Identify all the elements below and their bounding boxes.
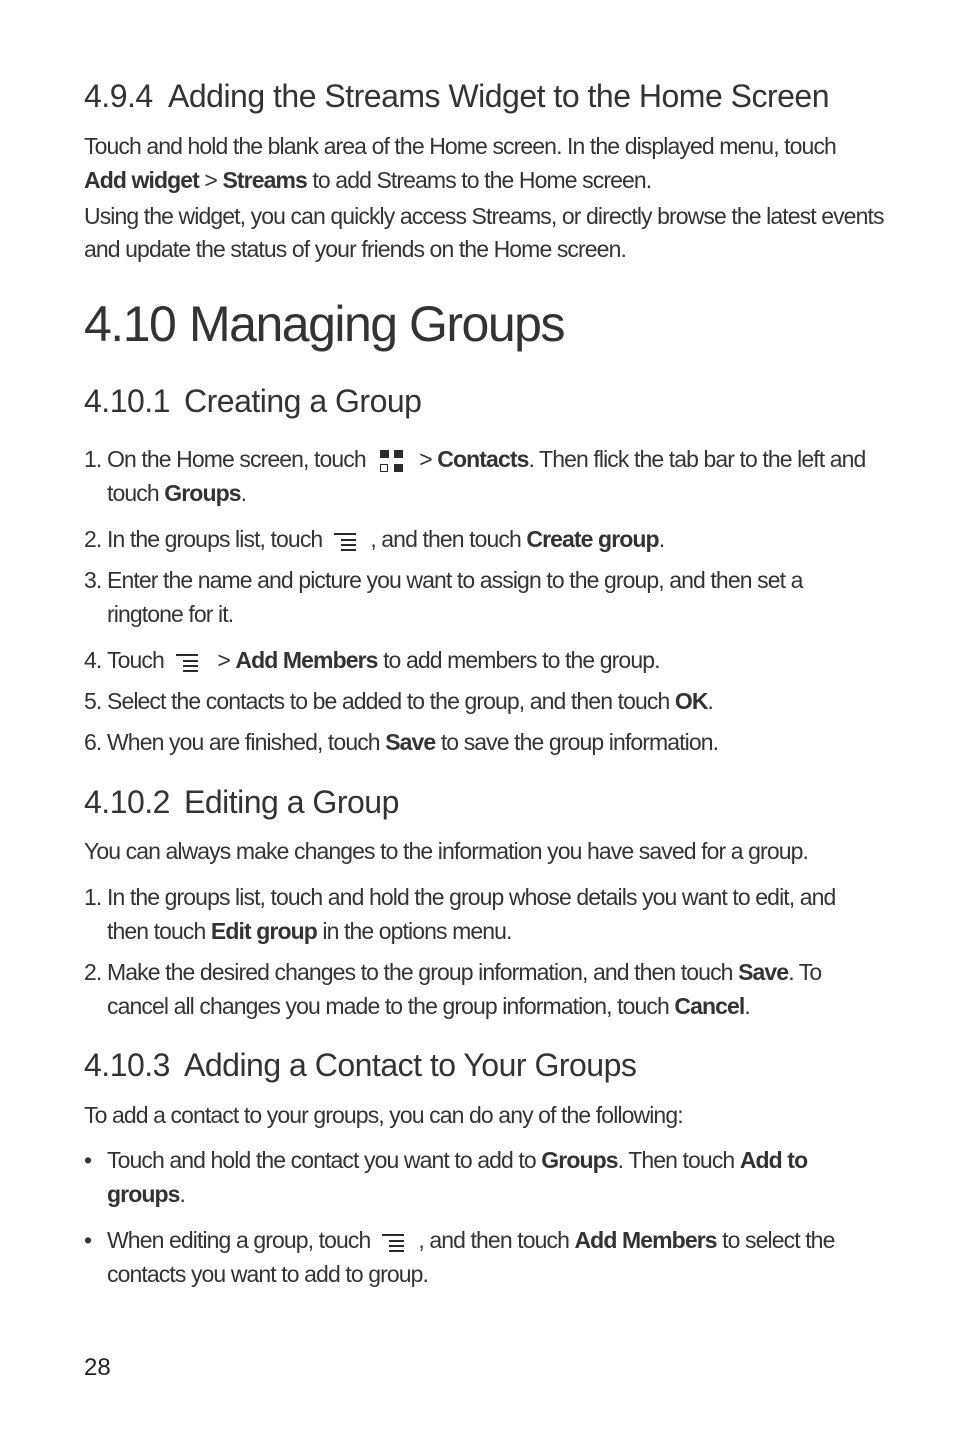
ui-term-ok: OK [674, 688, 708, 714]
text: In the groups list, touch [107, 526, 323, 552]
ui-term-add-members: Add Members [574, 1227, 717, 1253]
text: > [198, 167, 223, 193]
text: . Then touch [617, 1147, 740, 1173]
section-heading-4-10-2 [84, 784, 399, 821]
bullet-marker: • [84, 1147, 92, 1173]
text: . Then flick the tab bar to the left and touch [107, 446, 866, 506]
list-item [84, 522, 874, 556]
menu-icon [334, 531, 356, 551]
paragraph-add-contact-intro: To add a contact to your groups, you can do any of the following: [84, 1102, 683, 1128]
section-title: Adding a Contact to Your Groups [184, 1047, 637, 1083]
list-item [84, 684, 874, 718]
list-item [84, 1143, 874, 1211]
text: to save the group information. [435, 729, 719, 755]
text: > [211, 647, 236, 673]
ui-term-add-widget: Add widget [84, 167, 199, 193]
section-number: 4.10.1 [84, 383, 170, 419]
text: . To cancel all changes you made to the group information, touch [107, 959, 822, 1019]
ui-term-add-to-groups: Add to groups [107, 1147, 808, 1207]
text: Enter the name and picture you want to assign to the group, and then set a ringtone for it. [107, 567, 803, 627]
ui-term-contacts: Contacts [437, 446, 529, 472]
text: , and then touch [370, 526, 527, 552]
ui-term-streams: Streams [222, 167, 307, 193]
section-number: 4.9.4 [84, 78, 153, 114]
list-marker: 5. [84, 688, 102, 714]
section-number: 4.10.3 [84, 1047, 170, 1083]
paragraph-add-widget [84, 129, 884, 197]
ui-term-groups: Groups [164, 480, 241, 506]
text: When editing a group, touch [107, 1227, 371, 1253]
list-item [84, 725, 874, 759]
section-title: Creating a Group [184, 383, 422, 419]
list-item [84, 643, 874, 677]
ui-term-groups: Groups [541, 1147, 618, 1173]
text: On the Home screen, touch [107, 446, 366, 472]
text: In the groups list, touch and hold the group whose details you want to edit, and then touch [107, 884, 836, 944]
list-marker: 1. [84, 446, 102, 472]
chapter-number: 4.10 [84, 296, 176, 352]
section-heading-4-10-1 [84, 383, 421, 420]
ui-term-create-group: Create group [526, 526, 659, 552]
list-marker: 2. [84, 526, 102, 552]
menu-icon [382, 1232, 404, 1252]
ui-term-cancel: Cancel [674, 993, 745, 1019]
list-item [84, 880, 874, 948]
text: . [707, 688, 714, 714]
list-item [84, 442, 874, 510]
list-item [84, 1223, 874, 1291]
text: in the options menu. [316, 918, 512, 944]
text: . [744, 993, 750, 1019]
text: Touch [107, 647, 164, 673]
apps-icon [380, 450, 404, 472]
list-marker: 3. [84, 567, 102, 593]
text: . [240, 480, 247, 506]
text: Touch and hold the contact you want to add to [107, 1147, 542, 1173]
paragraph-edit-intro: You can always make changes to the information you have saved for a group. [84, 838, 808, 864]
section-title: Editing a Group [184, 784, 399, 820]
section-number: 4.10.2 [84, 784, 170, 820]
text: . [658, 526, 665, 552]
ui-term-edit-group: Edit group [210, 918, 317, 944]
section-heading-4-10-3 [84, 1047, 636, 1084]
ui-term-save: Save [738, 959, 789, 985]
bullet-marker: • [84, 1227, 92, 1253]
section-title: Adding the Streams Widget to the Home Screen [168, 78, 830, 114]
page-number: 28 [84, 1354, 111, 1381]
ui-term-add-members: Add Members [235, 647, 378, 673]
ui-term-save: Save [385, 729, 436, 755]
chapter-heading-4-10 [84, 295, 564, 353]
text: to add members to the group. [377, 647, 660, 673]
text: Touch and hold the blank area of the Home screen. In the displayed menu, touch [84, 133, 836, 159]
list-marker: 2. [84, 959, 102, 985]
text: to select the contacts you want to add to group. [107, 1227, 835, 1287]
text: , and then touch [418, 1227, 575, 1253]
text: When you are finished, touch [107, 729, 386, 755]
list-marker: 4. [84, 647, 102, 673]
text: > [413, 446, 438, 472]
list-item [84, 563, 874, 631]
text: . [179, 1181, 186, 1207]
list-marker: 1. [84, 884, 102, 910]
text: Select the contacts to be added to the group, and then touch [107, 688, 675, 714]
paragraph-using-widget: Using the widget, you can quickly access Streams, or directly browse the latest events and update the status of your friends on the Home screen. [84, 203, 884, 262]
text: Make the desired changes to the group information, and then touch [107, 959, 739, 985]
list-item [84, 955, 874, 1023]
list-marker: 6. [84, 729, 102, 755]
text: to add Streams to the Home screen. [306, 167, 652, 193]
menu-icon [176, 652, 198, 672]
section-heading-4-9-4 [84, 78, 829, 115]
chapter-title: Managing Groups [189, 296, 564, 352]
